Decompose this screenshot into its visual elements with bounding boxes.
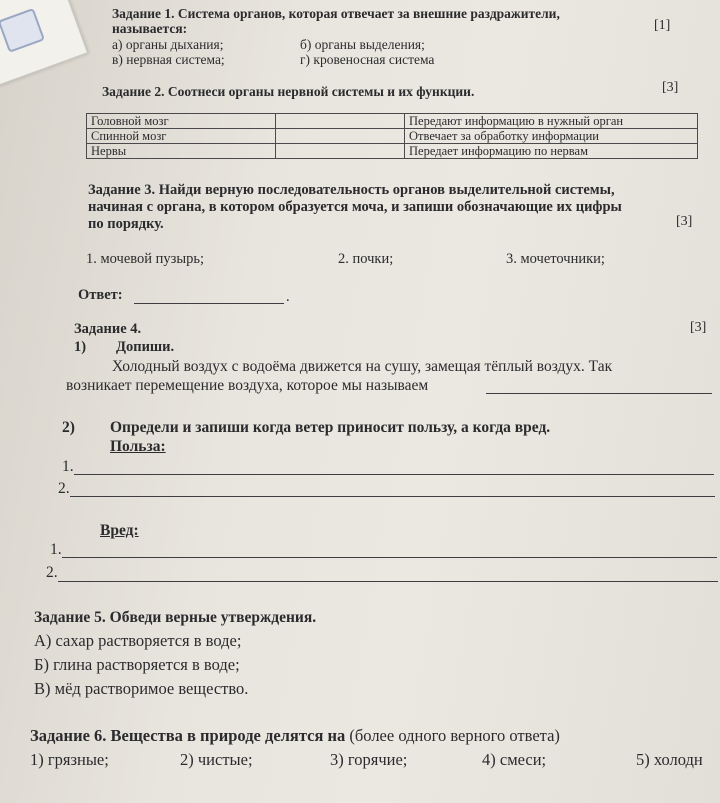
task3-item-2: 2. почки; xyxy=(338,251,394,267)
task4-q2-num: 2) xyxy=(62,419,75,436)
answer-line[interactable] xyxy=(134,303,284,304)
task5-option-a[interactable]: А) сахар растворяется в воде; xyxy=(34,631,242,650)
harm-line-1[interactable] xyxy=(62,557,717,558)
empty-cell xyxy=(276,129,405,144)
task2-title: Задание 2. Соотнеси органы нервной системы и их функции. xyxy=(102,84,475,99)
task6-title-rest: (более одного верного ответа) xyxy=(349,726,560,745)
stamp-icon xyxy=(0,8,45,53)
function-cell: Отвечает за обработку информации xyxy=(405,129,698,144)
empty-cell xyxy=(276,144,405,159)
task4-title: Задание 4. xyxy=(74,321,142,337)
organ-cell: Головной мозг xyxy=(87,114,276,129)
task1-option-g: г) кровеносная система xyxy=(300,52,435,67)
harm-line-2[interactable] xyxy=(58,581,718,582)
task4-q1-num: 1) xyxy=(74,339,87,355)
task3-title-line1: Задание 3. Найди верную последовательность органов выделительной системы, xyxy=(88,182,615,198)
task5-title: Задание 5. Обведи верные утверждения. xyxy=(34,609,317,626)
harm-line-num-2: 2. xyxy=(46,564,58,581)
table-row xyxy=(87,129,698,144)
answer-label: Ответ: xyxy=(78,287,123,303)
task4-score: [3] xyxy=(690,320,707,335)
task6-option-1[interactable]: 1) грязные; xyxy=(30,750,109,769)
task1-title-cont: называется: xyxy=(112,21,188,36)
task1-option-a: а) органы дыхания; xyxy=(112,37,224,52)
task1-score: [1] xyxy=(654,18,671,33)
task4-q1-text-line2: возникает перемещение воздуха, которое мы называем xyxy=(66,377,429,394)
task4-q1-text-line1: Холодный воздух с водоёма движется на сушу, замещая тёплый воздух. Так xyxy=(112,358,613,375)
task6-title xyxy=(30,726,560,746)
task3-title-line2: начиная с органа, в котором образуется моча, и запиши обозначающие их цифры xyxy=(88,199,622,215)
task4-q2-title: Определи и запиши когда ветер приносит пользу, а когда вред. xyxy=(110,419,551,436)
organ-cell: Нервы xyxy=(87,144,276,159)
task2-score: [3] xyxy=(662,80,679,95)
task5-option-v[interactable]: В) мёд растворимое вещество. xyxy=(34,679,249,698)
answer-end: . xyxy=(286,289,290,305)
task1-option-v: в) нервная система; xyxy=(112,52,225,67)
task6-option-3[interactable]: 3) горячие; xyxy=(330,750,408,769)
harm-line-num-1: 1. xyxy=(50,541,62,558)
benefit-line-2[interactable] xyxy=(70,496,715,497)
task3-title-line3: по порядку. xyxy=(88,216,164,232)
q1-answer-line[interactable] xyxy=(486,393,712,394)
task1-title: Задание 1. Система органов, которая отвечает за внешние раздражители, xyxy=(112,6,560,21)
corner-sticker xyxy=(0,0,88,86)
task6-option-2[interactable]: 2) чистые; xyxy=(180,750,253,769)
task3-score: [3] xyxy=(676,214,693,229)
benefit-line-num-1: 1. xyxy=(62,458,74,475)
organ-cell: Спинной мозг xyxy=(87,129,276,144)
table-row xyxy=(87,114,698,129)
benefit-line-1[interactable] xyxy=(74,474,714,475)
benefit-line-num-2: 2. xyxy=(58,480,70,497)
task6-option-5[interactable]: 5) холодн xyxy=(636,750,703,769)
task5-option-b[interactable]: Б) глина растворяется в воде; xyxy=(34,655,240,674)
harm-label: Вред: xyxy=(100,522,139,539)
task3-item-1: 1. мочевой пузырь; xyxy=(86,251,205,267)
function-cell: Передают информацию в нужный орган xyxy=(405,114,698,129)
table-row xyxy=(87,144,698,159)
task1-option-b: б) органы выделения; xyxy=(300,37,425,52)
task4-q1-title: Допиши. xyxy=(116,339,175,355)
task6-option-4[interactable]: 4) смеси; xyxy=(482,750,547,769)
benefit-label: Польза: xyxy=(110,438,166,455)
task3-item-3: 3. мочеточники; xyxy=(506,251,605,267)
empty-cell xyxy=(276,114,405,129)
task6-title-bold: Задание 6. Вещества в природе делятся на xyxy=(30,726,346,745)
function-cell: Передает информацию по нервам xyxy=(405,144,698,159)
matching-table xyxy=(86,113,698,159)
